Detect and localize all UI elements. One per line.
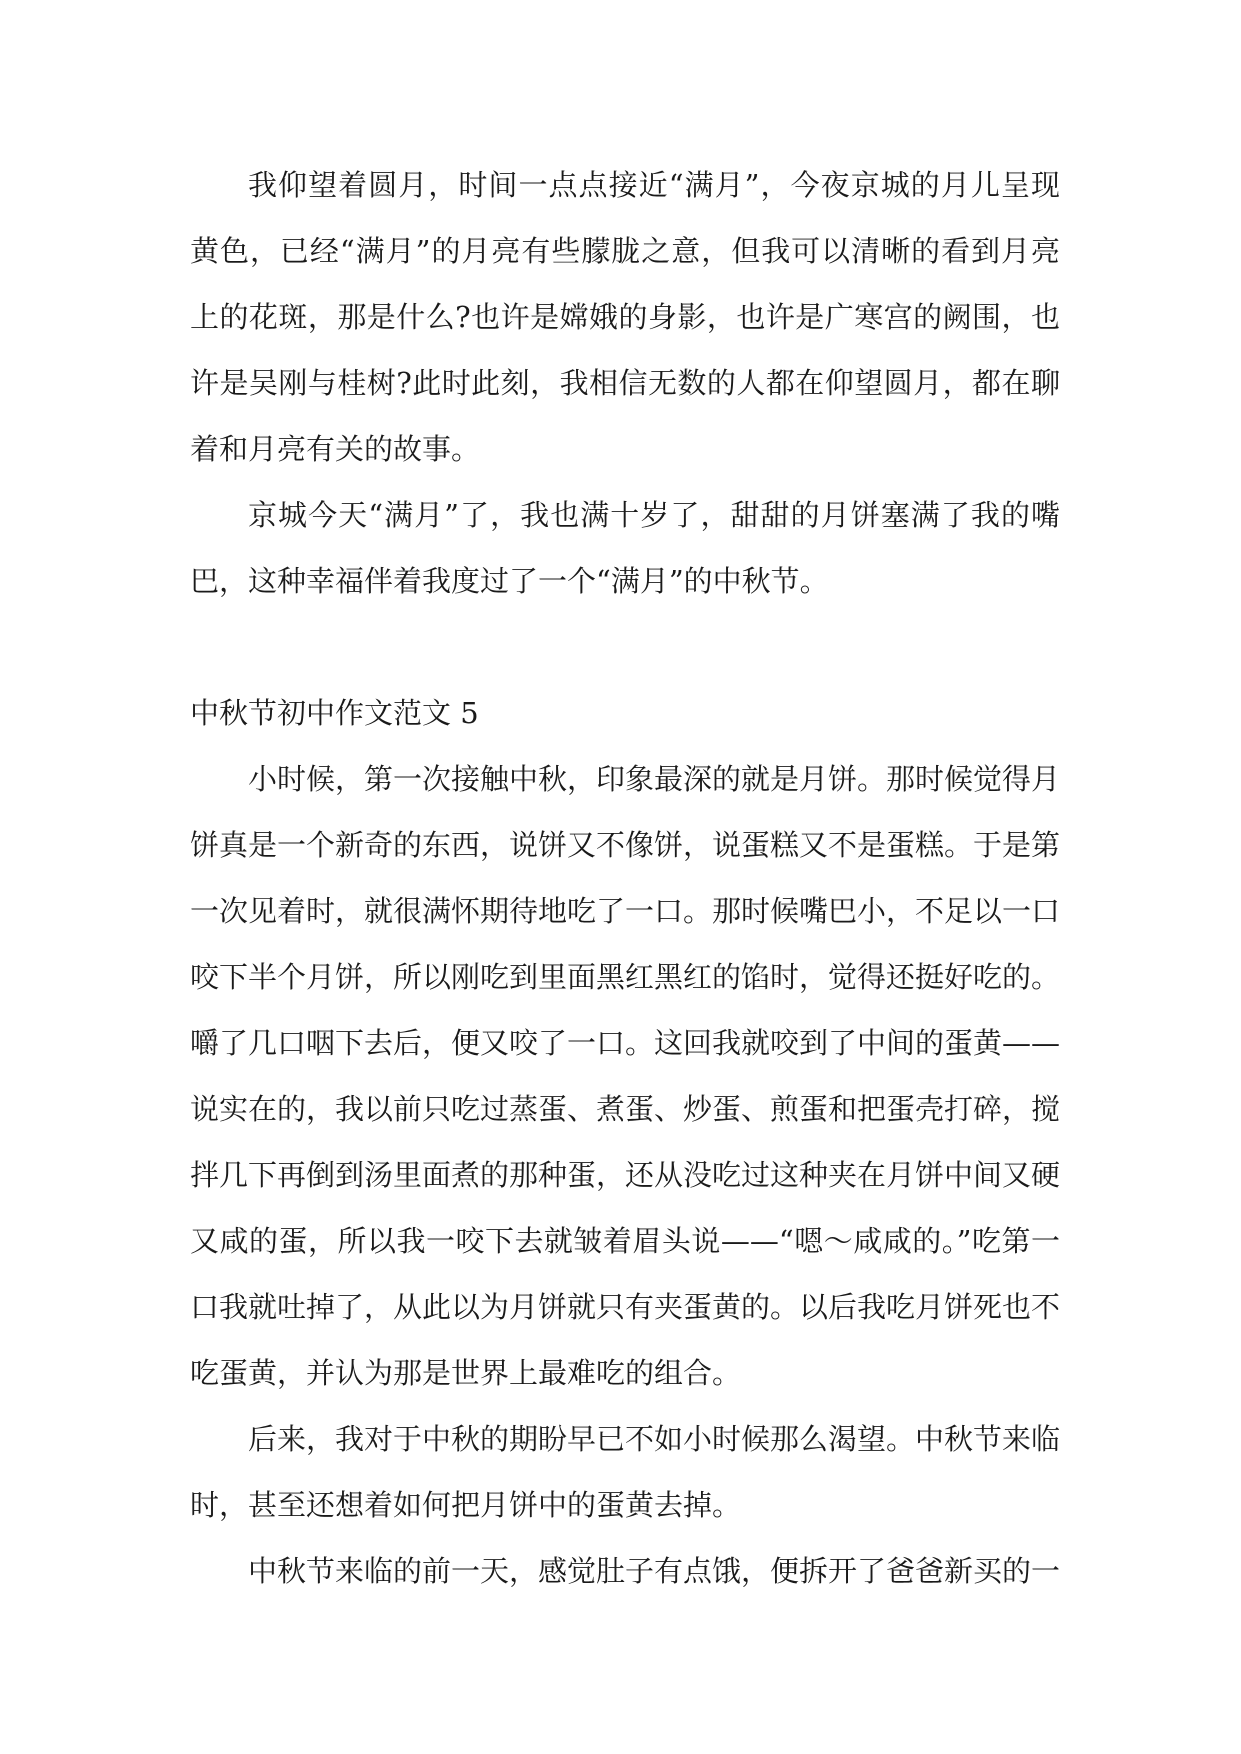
paragraph-first-mooncake: 小时候，第一次接触中秋，印象最深的就是月饼。那时候觉得月饼真是一个新奇的东西，说饼又不像饼，说蛋糕又不是蛋糕。于是第一次见着时，就很满怀期待地吃了一口。那时候嘴巴小，不足以一口咬下半个月饼，所以刚吃到里面黑红黑红的馅时，觉得还挺好吃的。嚼了几口咽下去后，便又咬了一口。这回我就咬到了中间的蛋黄——说实在的，我以前只吃过蒸蛋、煮蛋、炒蛋、煎蛋和把蛋壳打碎，搅拌几下再倒到汤里面煮的那种蛋，还从没吃过这种夹在月饼中间又硬又咸的蛋，所以我一咬下去就皱着眉头说——“嗯～咸咸的。”吃第一口我就吐掉了，从此以为月饼就只有夹蛋黄的。以后我吃月饼死也不吃蛋黄，并认为那是世界上最难吃的组合。	[190, 762, 1061, 1390]
document-body	[190, 152, 1060, 1604]
paragraph-moon-gazing: 我仰望着圆月，时间一点点接近“满月”，今夜京城的月儿呈现黄色，已经“满月”的月亮有些朦胧之意，但我可以清晰的看到月亮上的花斑，那是什么?也许是嫦娥的身影，也许是广寒宫的阙围，也许是吴刚与桂树?此时此刻，我相信无数的人都在仰望圆月，都在聊着和月亮有关的故事。	[190, 168, 1060, 466]
section-spacer	[190, 614, 1060, 680]
paragraph-day-before-festival: 中秋节来临的前一天，感觉肚子有点饿，便拆开了爸爸新买的一	[248, 1554, 1061, 1588]
section-heading: 中秋节初中作文范文 5	[190, 696, 479, 730]
paragraph-full-moon-birthday: 京城今天“满月”了，我也满十岁了，甜甜的月饼塞满了我的嘴巴，这种幸福伴着我度过了一个“满月”的中秋节。	[190, 498, 1060, 598]
paragraph-later-expectations: 后来，我对于中秋的期盼早已不如小时候那么渴望。中秋节来临时，甚至还想着如何把月饼中的蛋黄去掉。	[190, 1422, 1061, 1522]
